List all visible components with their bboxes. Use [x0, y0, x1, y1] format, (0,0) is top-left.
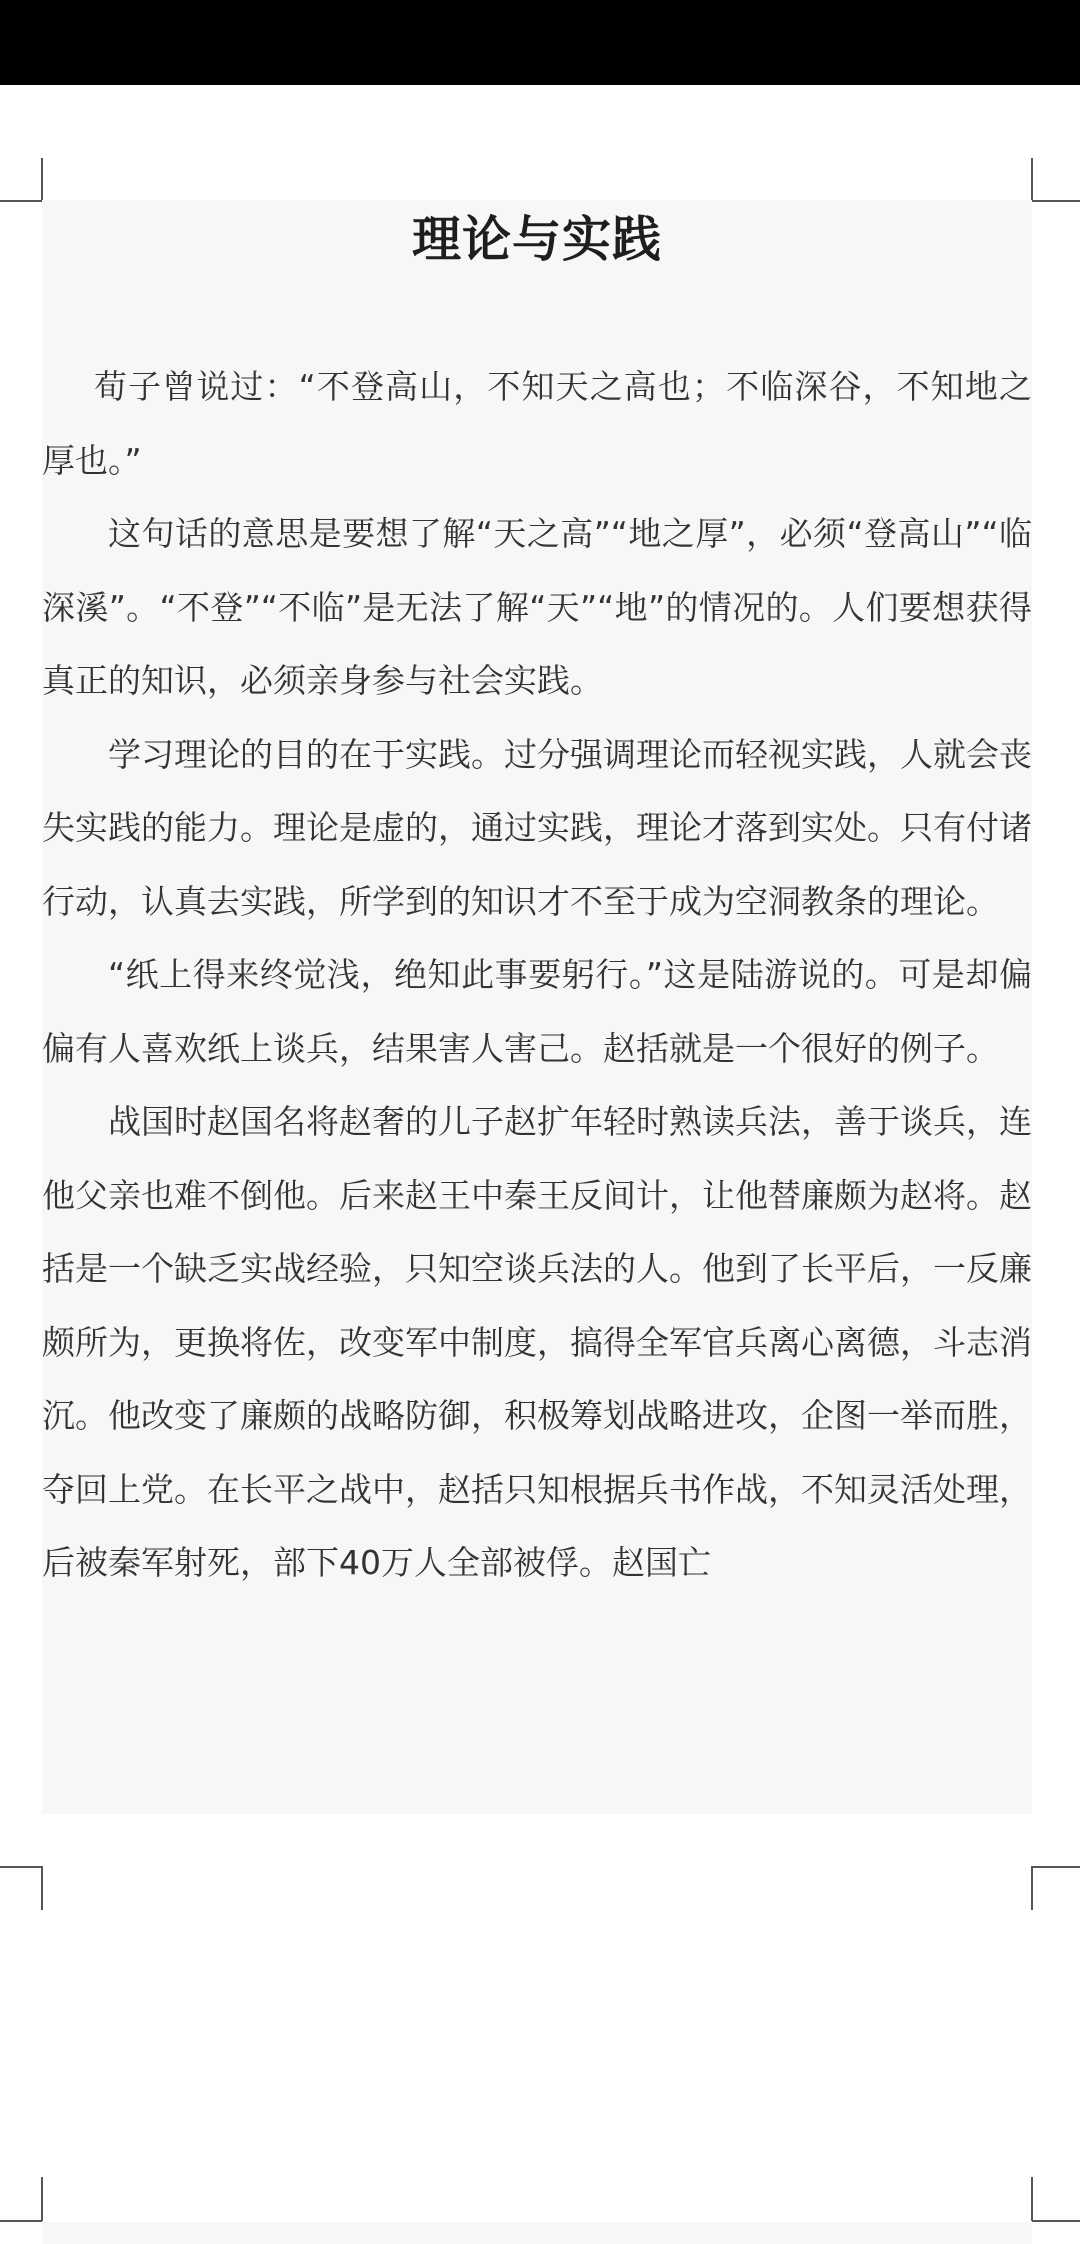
document-content[interactable] — [42, 200, 1032, 1814]
paragraph: “纸上得来终觉浅，绝知此事要躬行。”这是陆游说的。可是却偏偏有人喜欢纸上谈兵，结果害人害己。赵括就是一个很好的例子。 — [42, 955, 1032, 1068]
document-title: 理论与实践 — [411, 211, 662, 268]
crop-mark-next-right-v — [1031, 2177, 1033, 2221]
document-body — [42, 350, 1032, 1600]
crop-mark-next-left-h — [0, 2220, 42, 2222]
crop-mark-next-left-v — [41, 2177, 43, 2221]
crop-mark-next-right-h — [1032, 2220, 1080, 2222]
crop-mark-bottom-right-h — [1032, 1866, 1080, 1868]
next-page-content — [42, 2222, 1032, 2244]
crop-mark-bottom-left-h — [0, 1866, 42, 1868]
paragraph: 战国时赵国名将赵奢的儿子赵扩年轻时熟读兵法，善于谈兵，连他父亲也难不倒他。后来赵王中秦王反间计，让他替廉颇为赵将。赵括是一个缺乏实战经验，只知空谈兵法的人。他到了长平后，一反廉颇所为，更换将佐，改变军中制度，搞得全军官兵离心离德，斗志消沉。他改变了廉颇的战略防御，积极筹划战略进攻，企图一举而胜，夺回上党。在长平之战中，赵括只知根据兵书作战，不知灵活处理，后被秦军射死，部下40万人全部被俘。赵国亡 — [42, 1102, 1032, 1582]
crop-mark-top-right-v — [1031, 158, 1033, 202]
crop-mark-top-right-h — [1032, 200, 1080, 202]
status-bar — [0, 0, 1080, 85]
crop-mark-bottom-right-v — [1031, 1866, 1033, 1910]
paragraph: 荀子曾说过：“不登高山，不知天之高也；不临深谷，不知地之厚也。” — [42, 367, 1032, 480]
crop-mark-bottom-left-v — [41, 1866, 43, 1910]
crop-mark-top-left-v — [41, 158, 43, 202]
paragraph: 这句话的意思是要想了解“天之高”“地之厚”，必须“登高山”“临深溪”。“不登”“不临”是无法了解“天”“地”的情况的。人们要想获得真正的知识，必须亲身参与社会实践。 — [42, 514, 1032, 700]
paragraph: 学习理论的目的在于实践。过分强调理论而轻视实践，人就会丧失实践的能力。理论是虚的，通过实践，理论才落到实处。只有付诸行动，认真去实践，所学到的知识才不至于成为空洞教条的理论。 — [42, 734, 1032, 921]
crop-mark-top-left-h — [0, 200, 42, 202]
